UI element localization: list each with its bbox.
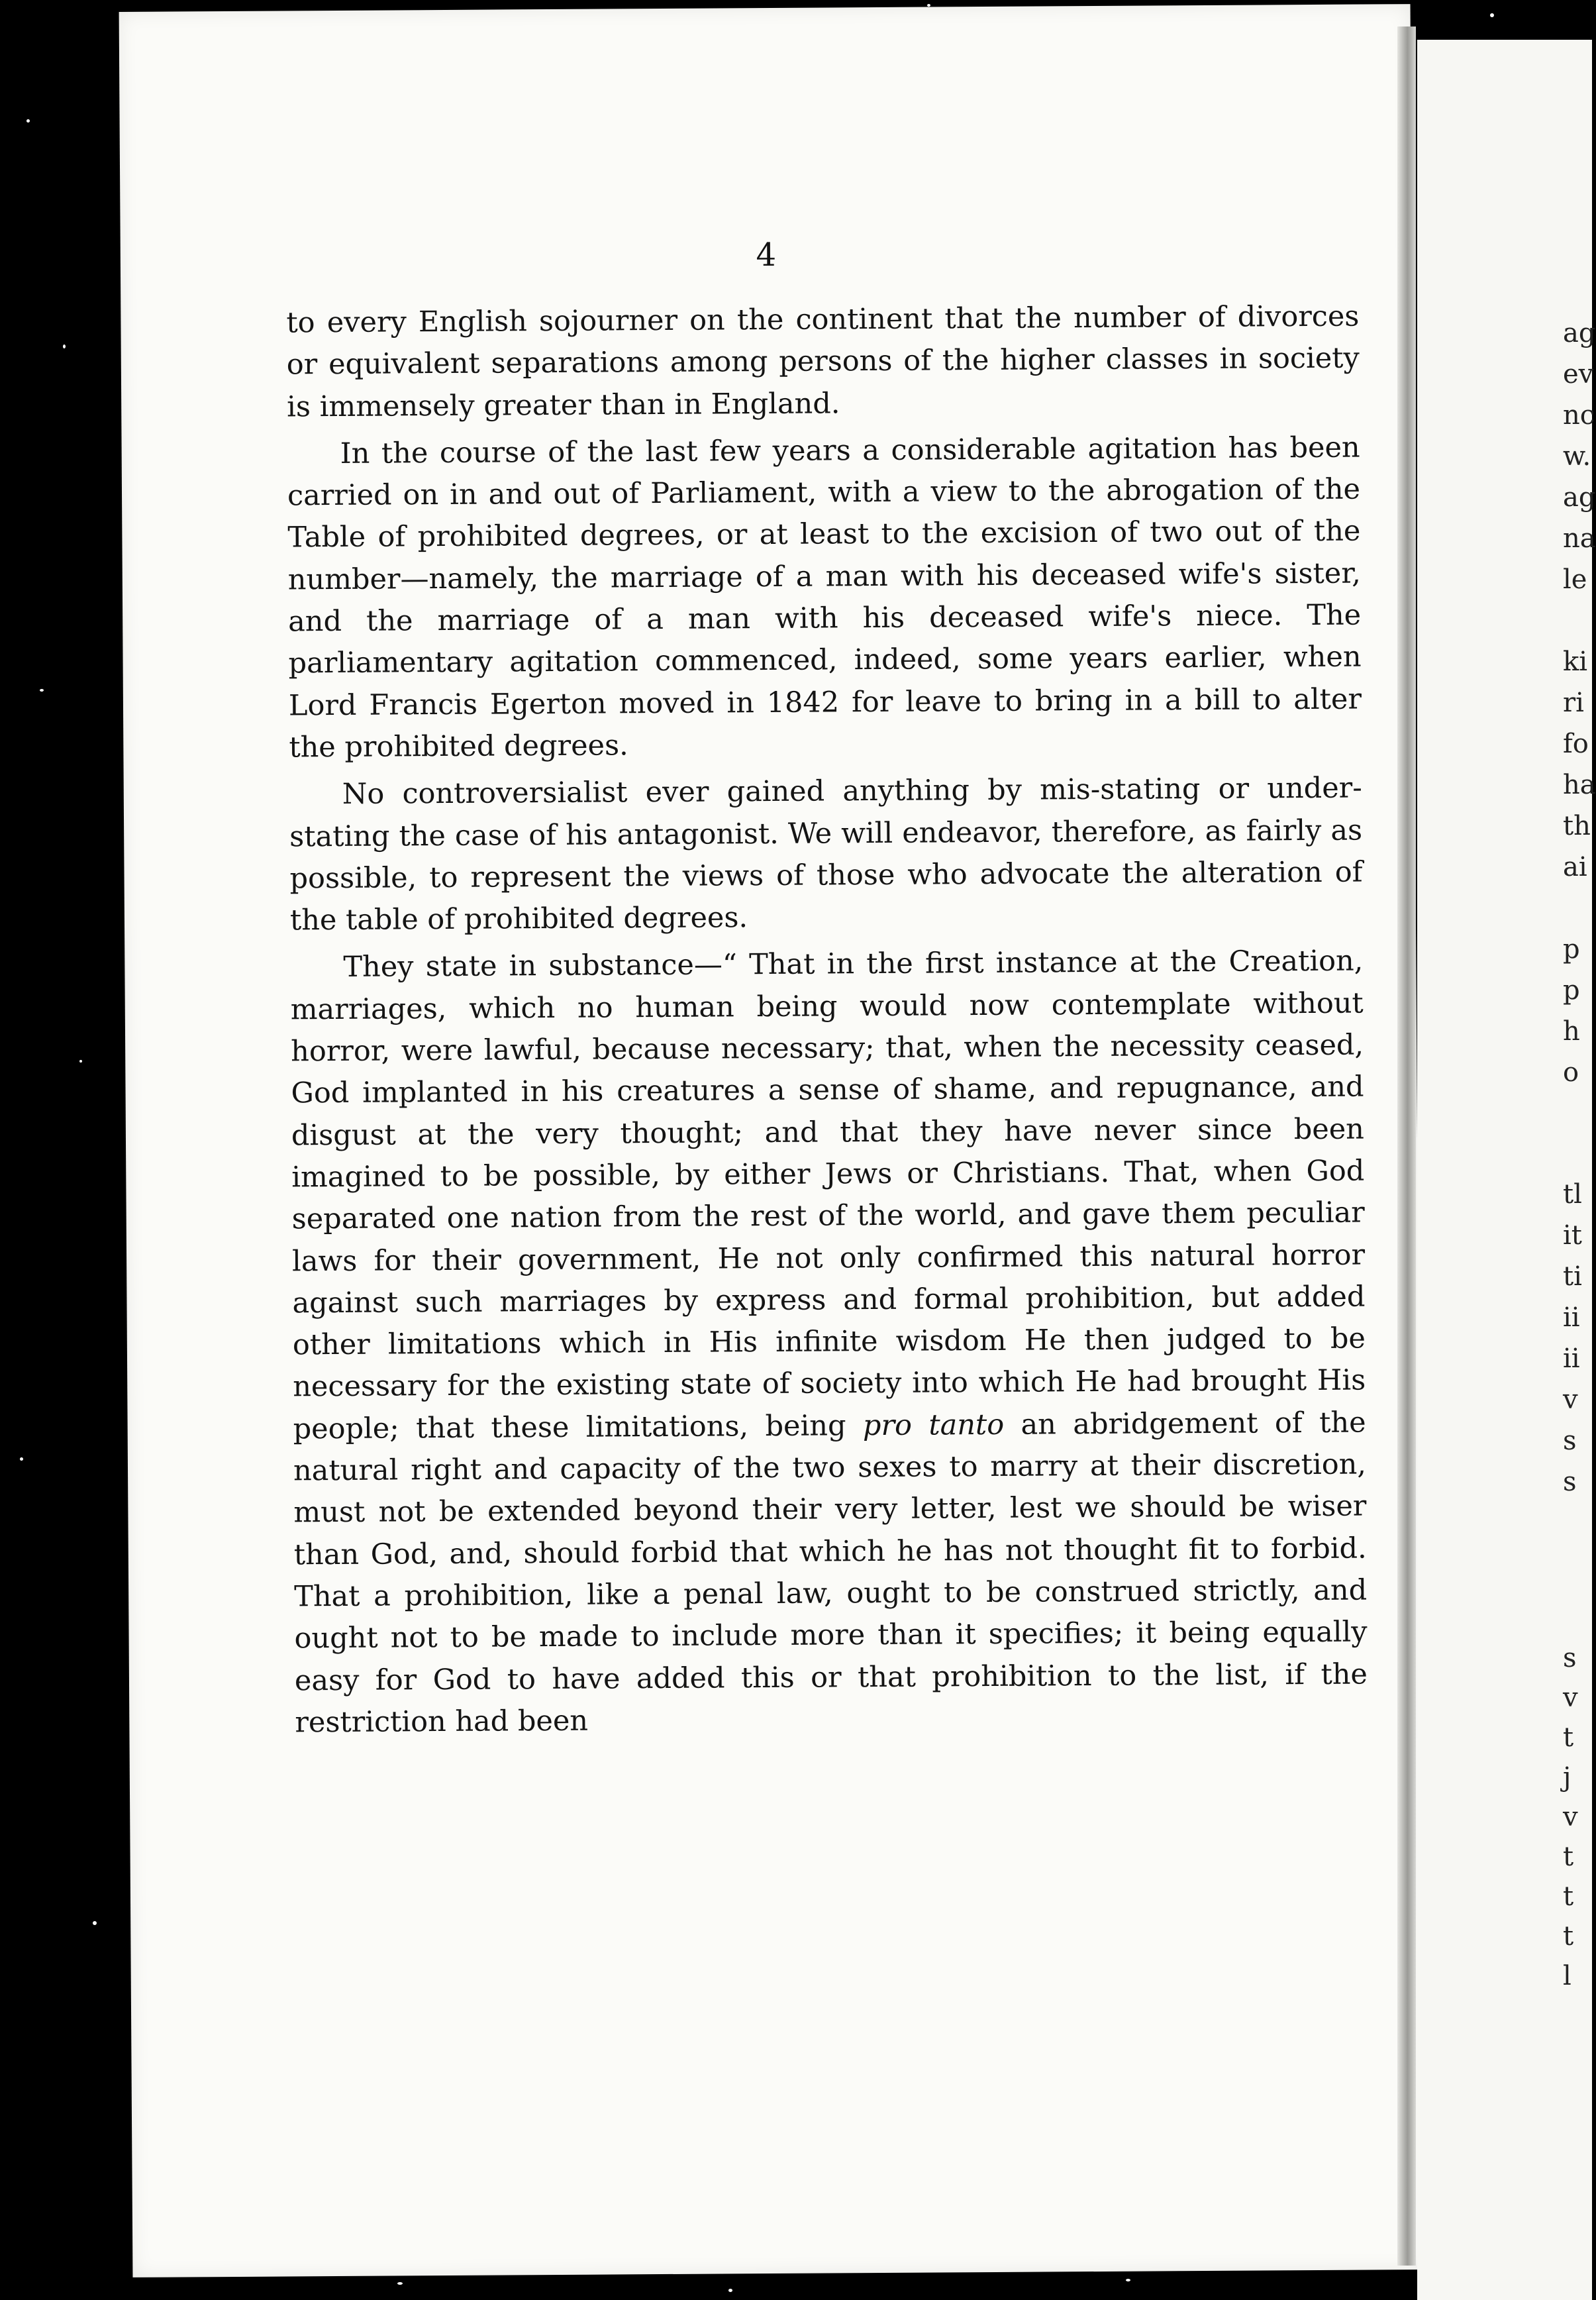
scan-speck	[1490, 13, 1494, 17]
book-gutter	[1397, 26, 1416, 2266]
paragraph-1: to every English sojourner on the continent that the number of divorces or equivalent separations among persons of the higher classes in society is immensely greater than in England.	[286, 299, 1360, 424]
paragraph-4-part-1: They state in substance—“ That in the first instance at the Creation, marriages, which no human being would now contemplate without horror, were lawful, because necessary; that, when the necessity ceased, God implanted in his creatures a sense of shame, and repugnance, and disgust at the very thought; and that they have never since been imagined to be possible, by either Jews or Christians. That, when God separated one nation from the rest of the world, and gave them peculiar laws for their government, He not only confirmed this natural horror against such marriages by express and formal prohibition, but added other limitations which in His infinite wisdom He then judged to be necessary for the existing state of society into which He had brought His people; that these limitations, being	[290, 944, 1366, 1446]
fragment: p	[1563, 934, 1580, 965]
fragment: ag	[1563, 482, 1596, 513]
fragment: l	[1563, 1961, 1571, 1991]
fragment: t	[1563, 1921, 1574, 1952]
fragment: tl	[1563, 1179, 1582, 1210]
fragment: ii	[1563, 1302, 1580, 1333]
fragment: ii	[1563, 1343, 1580, 1374]
paragraph-2: In the course of the last few years a considerable agitation has been carried on in and out of Parliament, with a view to the abrogation of the Table of prohibited degrees, or at least to the excision of two out of the number—namely, the marriage of a man with his deceased wife's sister, and the marriage of a man with his deceased wife's niece. The parliamentary agitation commenced, indeed, some years earlier, when Lord Francis Egerton moved in 1842 for leave to bring in a bill to alter the prohibited degrees.	[287, 431, 1362, 764]
paragraph-3: No controversialist ever gained anything by mis-stating or under-stating the case of his antagonist. We will endeavor, therefore, as fairly as possible, to represent the views of those who advocate the alteration of the table of prohibited degrees.	[289, 771, 1363, 937]
scan-speck	[728, 2289, 732, 2292]
fragment: th	[1563, 811, 1591, 841]
italic-phrase: pro tanto	[862, 1408, 1005, 1442]
fragment: ev	[1563, 359, 1594, 390]
fragment: p	[1563, 975, 1580, 1006]
fragment: j	[1563, 1762, 1571, 1793]
fragment: v	[1563, 1802, 1578, 1832]
paragraph-4	[290, 941, 1368, 1744]
fragment: s	[1563, 1467, 1577, 1497]
scan-speck	[927, 4, 930, 7]
fragment: it	[1563, 1220, 1582, 1251]
fragment: nc	[1563, 400, 1595, 431]
fragment: ki	[1563, 647, 1588, 677]
scan-speck	[79, 1060, 82, 1063]
scan-speck	[63, 344, 66, 348]
fragment: ri	[1563, 688, 1584, 718]
scan-speck	[397, 2282, 403, 2285]
fragment: o	[1563, 1057, 1579, 1088]
fragment: ai	[1563, 852, 1587, 882]
fragment: t	[1563, 1722, 1574, 1753]
fragment: v	[1563, 1683, 1578, 1713]
fragment: fo	[1563, 729, 1589, 759]
fragment: t	[1563, 1842, 1574, 1872]
fragment: s	[1563, 1426, 1577, 1456]
fragment: na	[1563, 523, 1596, 554]
fragment: ag	[1563, 318, 1596, 348]
fragment: h	[1563, 1016, 1580, 1047]
scan-speck	[20, 1457, 23, 1461]
fragment: le	[1563, 564, 1587, 595]
fragment: ti	[1563, 1261, 1582, 1292]
scan-speck	[26, 119, 30, 123]
scan-speck	[1126, 2279, 1130, 2281]
paragraph-4-part-2: an abridgement of the natural right and capacity of the two sexes to marry at their discretion, must not be extended beyond their very letter, lest we should be wiser than God, and, should forbid that which he has not thought fit to forbid. That a prohibition, like a penal law, ought to be construed strictly, and ought not to be made to include more than it specifies; it being equally easy for God to have added this or that prohibition to the list, if the restriction had been	[293, 1406, 1368, 1740]
book-page	[119, 4, 1424, 2277]
fragment: w.	[1563, 441, 1591, 472]
fragment: s	[1563, 1643, 1577, 1673]
fragment: t	[1563, 1881, 1574, 1912]
fragment: ha	[1563, 770, 1596, 800]
page-number: 4	[756, 236, 777, 274]
fragment: v	[1563, 1385, 1578, 1415]
body-text	[286, 296, 1368, 1744]
scan-speck	[40, 689, 44, 692]
scan-speck	[93, 1921, 97, 1925]
